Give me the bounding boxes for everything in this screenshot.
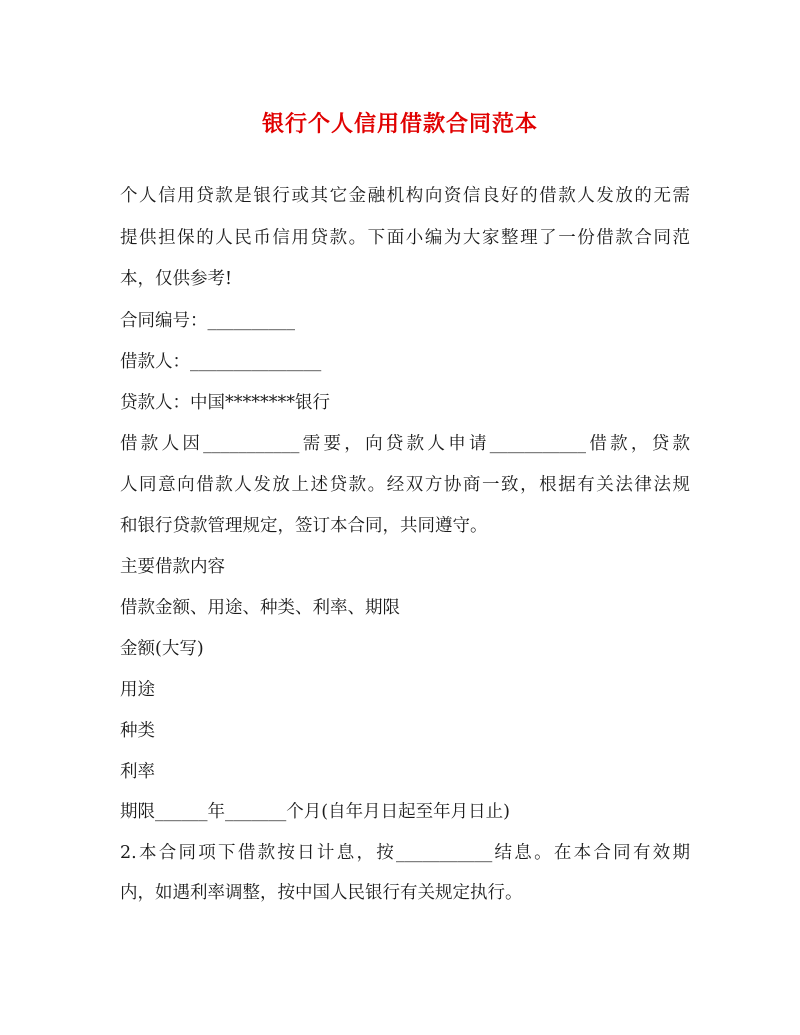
paragraph-line: 人同意向借款人发放上述贷款。经双方协商一致，根据有关法律法规 bbox=[120, 475, 690, 495]
paragraph-line: 个人信用贷款是银行或其它金融机构向资信良好的借款人发放的无需 bbox=[120, 186, 690, 206]
borrower-field: 借款人：_______________ bbox=[120, 352, 322, 372]
paragraph-line: 内，如遇利率调整，按中国人民银行有关规定执行。 bbox=[120, 883, 523, 903]
paragraph-line: 和银行贷款管理规定，签订本合同，共同遵守。 bbox=[120, 516, 488, 536]
paragraph-line: 2.本合同项下借款按日计息，按___________结息。在本合同有效期 bbox=[120, 843, 690, 863]
document-title: 银行个人信用借款合同范本 bbox=[261, 111, 538, 137]
paragraph-line: 提供担保的人民币信用贷款。下面小编为大家整理了一份借款合同范 bbox=[120, 228, 690, 248]
term-field: 期限______年_______个月(自年月日起至年月日止) bbox=[120, 802, 510, 822]
amount-field: 金额(大写) bbox=[120, 639, 204, 659]
section-heading: 主要借款内容 bbox=[120, 557, 225, 577]
paragraph-line: 借款金额、用途、种类、利率、期限 bbox=[120, 598, 400, 618]
paragraph-line: 借款人因___________需要，向贷款人申请___________借款，贷款 bbox=[120, 434, 690, 454]
rate-field: 利率 bbox=[120, 762, 155, 782]
contract-number-field: 合同编号：__________ bbox=[120, 311, 295, 331]
lender-field: 贷款人：中国********银行 bbox=[120, 393, 330, 413]
purpose-field: 用途 bbox=[120, 680, 155, 700]
paragraph-line: 本，仅供参考! bbox=[120, 269, 233, 289]
type-field: 种类 bbox=[120, 721, 155, 741]
